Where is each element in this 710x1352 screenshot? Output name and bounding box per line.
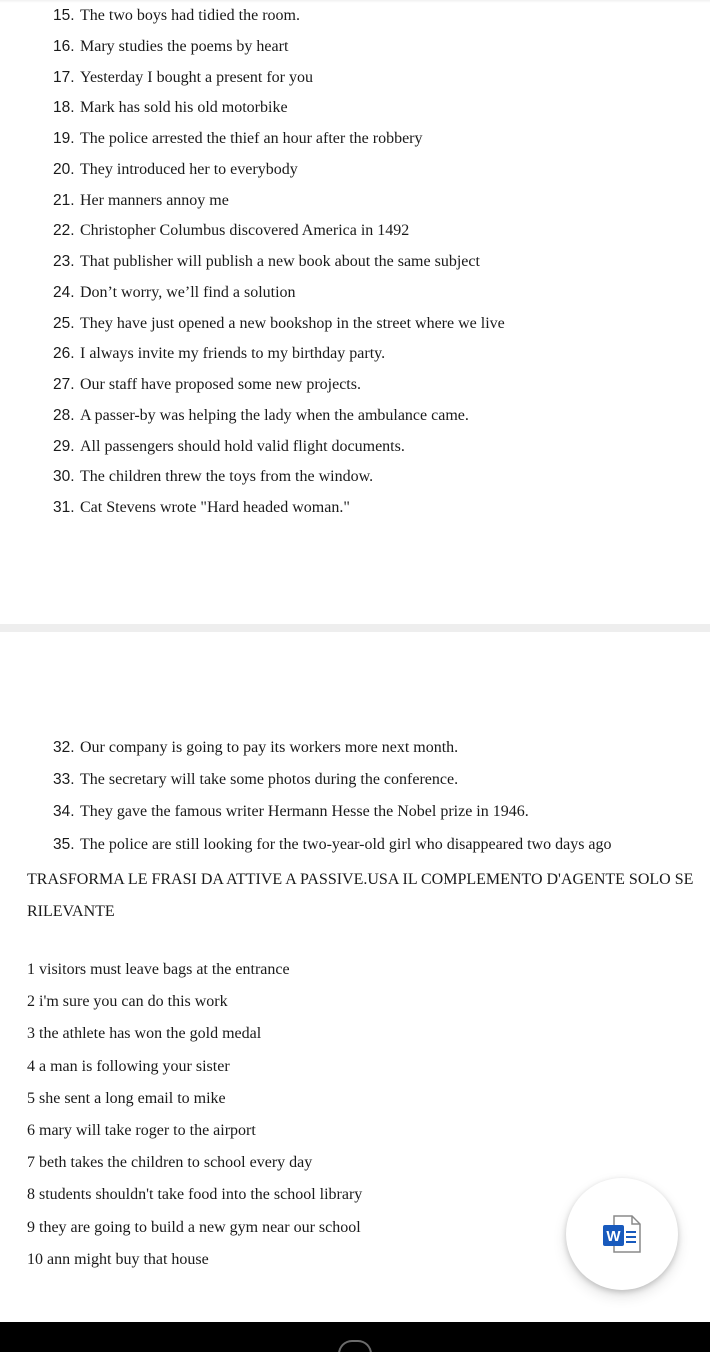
list-item: 33. The secretary will take some photos during the conference.: [53, 771, 459, 789]
exercise-item: 1 visitors must leave bags at the entrance: [27, 961, 290, 978]
home-handle[interactable]: [338, 1340, 372, 1352]
page-separator: [0, 624, 710, 632]
list-item: 25. They have just opened a new bookshop in the street where we live: [53, 314, 505, 332]
svg-text:W: W: [606, 1228, 621, 1245]
document-page-1: [0, 0, 710, 624]
sentence-list-part-1: [53, 6, 505, 529]
list-item: 20. They introduced her to everybody: [53, 160, 298, 178]
list-item: 24. Don’t worry, we’ll find a solution: [53, 283, 296, 301]
exercise-item: 5 she sent a long email to mike: [27, 1089, 226, 1107]
exercise-item: 9 they are going to build a new gym near our school: [27, 1218, 361, 1236]
system-navigation-bar: [0, 1322, 710, 1352]
list-item: 30. The children threw the toys from the window.: [53, 468, 374, 486]
list-item: 34. They gave the famous writer Hermann Hesse the Nobel prize in 1946.: [53, 803, 529, 821]
list-item: 27. Our staff have proposed some new projects.: [53, 376, 361, 393]
exercise-item: 10 ann might buy that house: [27, 1250, 209, 1268]
exercise-item: 4 a man is following your sister: [27, 1057, 230, 1075]
exercise-list: [27, 960, 362, 1282]
list-item: 22. Christopher Columbus discovered America in 1492: [53, 222, 410, 240]
word-document-icon: [600, 1212, 644, 1256]
list-item: 31. Cat Stevens wrote "Hard headed woman.": [53, 499, 350, 516]
list-item: 29. All passengers should hold valid flight documents.: [53, 437, 405, 455]
exercise-item: 3 the athlete has won the gold medal: [27, 1025, 262, 1043]
list-item: 16. Mary studies the poems by heart: [53, 37, 289, 55]
open-in-word-button[interactable]: [566, 1178, 678, 1290]
top-edge-shadow: [0, 0, 710, 3]
list-item: 26. I always invite my friends to my birthday party.: [53, 345, 386, 363]
sentence-list-part-2: [53, 738, 612, 867]
list-item: 21. Her manners annoy me: [53, 191, 229, 209]
exercise-instruction: TRASFORMA LE FRASI DA ATTIVE A PASSIVE.USA IL COMPLEMENTO D'AGENTE SOLO SE RILEVANTE: [27, 871, 694, 920]
list-item: 19. The police arrested the thief an hour after the robbery: [53, 130, 423, 147]
list-item: 32. Our company is going to pay its workers more next month.: [53, 739, 459, 756]
list-item: 23. That publisher will publish a new book about the same subject: [53, 253, 480, 270]
exercise-item: 2 i'm sure you can do this work: [27, 993, 228, 1011]
exercise-item: 6 mary will take roger to the airport: [27, 1121, 256, 1139]
list-item: 28. A passer-by was helping the lady when the ambulance came.: [53, 406, 469, 424]
exercise-item: 7 beth takes the children to school every day: [27, 1154, 313, 1172]
exercise-item: 8 students shouldn't take food into the school library: [27, 1186, 363, 1204]
list-item: 15. The two boys had tidied the room.: [53, 7, 300, 24]
list-item: 17. Yesterday I bought a present for you: [53, 68, 313, 86]
list-item: 18. Mark has sold his old motorbike: [53, 99, 288, 117]
list-item: 35. The police are still looking for the two-year-old girl who disappeared two days ago: [53, 835, 612, 853]
